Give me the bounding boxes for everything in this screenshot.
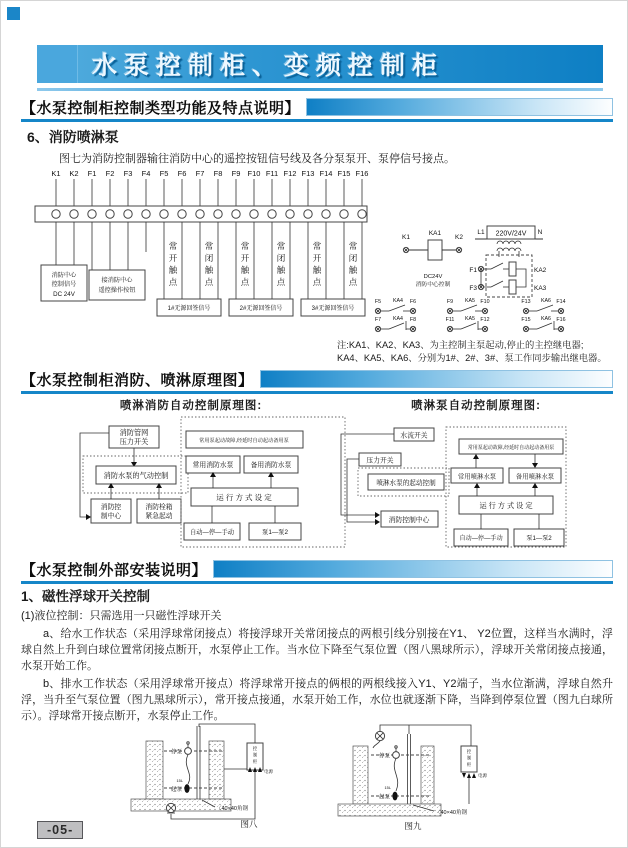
terminal-strip-diagram	[31, 167, 371, 339]
float-cable	[394, 759, 397, 792]
terminal-label: F14	[319, 169, 333, 178]
section6-intro: 图七为消防控制器输往消防中心的遥控按钮信号线及各分泵泵开、泵停信号接点。	[59, 153, 455, 165]
fault-note-label: 常用泵起动故障,经延时自动起动备用泵	[199, 438, 289, 444]
dc-signal-line2: 控制信号	[51, 281, 77, 288]
ka2-ka3-branches	[469, 255, 546, 297]
cabinet-char: 控	[252, 746, 258, 751]
start-pump-label: 起泵	[170, 787, 182, 793]
water-flow-switch-label: 水流开关	[400, 432, 428, 440]
f1-label: F1	[469, 267, 477, 274]
svg-text:F11: F11	[445, 317, 455, 323]
install-sub: (1)液位控制：只需选用一只磁性浮球开关	[21, 610, 222, 622]
cabinet-char: 制	[466, 755, 472, 761]
svg-text:KA4: KA4	[392, 298, 404, 304]
install-section	[21, 585, 613, 725]
install-title: 1、磁性浮球开关控制	[21, 589, 151, 604]
terminal-label: F2	[105, 169, 115, 178]
relay-circuit-diagram	[371, 223, 623, 337]
auto-stop-manual-label: 自动—停—手动	[459, 535, 503, 542]
n-label: N	[537, 229, 543, 236]
svg-text:常: 常	[348, 241, 358, 251]
svg-text:F14: F14	[556, 299, 566, 305]
backup-pump-label: 备用喷淋水泵	[515, 473, 555, 481]
white-float-ball	[393, 752, 400, 759]
remote-button-line2: 遥控操作按钮	[98, 287, 136, 294]
flow-diagram-sprinkler-pump	[333, 413, 628, 549]
section6-title: 6、消防喷淋泵	[27, 129, 119, 145]
start-pump-label: 起泵	[378, 794, 390, 801]
banner-lead-block	[37, 45, 78, 83]
svg-text:点: 点	[204, 277, 214, 287]
f3-label: F3	[469, 285, 477, 292]
svg-text:F5: F5	[374, 299, 382, 305]
plug-arrows	[462, 773, 476, 778]
svg-text:F15: F15	[521, 317, 531, 323]
pneumatic-control-label: 消防水泵的气动控制	[103, 471, 169, 480]
pipe-switch-line2: 压力开关	[119, 437, 149, 446]
ka3-label: KA3	[534, 285, 547, 292]
fault-note-label: 常用泵起动故障,经延时自动起动备用泵	[467, 445, 555, 451]
svg-text:开: 开	[168, 253, 178, 263]
volume-label: 15L	[384, 785, 391, 790]
output-contacts	[375, 298, 566, 332]
terminal-label: F1	[87, 169, 97, 178]
svg-text:F16: F16	[556, 317, 566, 323]
ka3-coil	[509, 280, 516, 294]
terminal-label: F13	[301, 169, 315, 178]
auto-stop-manual-label: 自动—停—手动	[189, 529, 235, 536]
fire-center-line2: 制中心	[100, 513, 122, 520]
ka2-coil	[509, 262, 516, 276]
fire-center-label: 消防控制中心	[388, 517, 430, 524]
white-float-ball	[185, 748, 192, 755]
terminal-wires-upper	[56, 179, 362, 209]
transformer	[475, 226, 543, 257]
terminal-label: F11	[265, 169, 279, 178]
angle-steel-label: 〈40×40角钢	[216, 806, 248, 812]
flow-diagram-sprinkler-fire	[29, 413, 347, 549]
terminal-label: F7	[195, 169, 205, 178]
svg-text:F7: F7	[374, 317, 382, 323]
circuit-note-line2: KA4、KA5、KA6、分别为1#、2#、3#、泵工作同步输出继电器。	[337, 352, 607, 363]
terminal-label: F6	[177, 169, 187, 178]
svg-text:触: 触	[204, 265, 214, 275]
answer-signal-label-1: 1#无源回签信号	[167, 306, 211, 312]
black-float-ball	[392, 792, 397, 801]
dc-label: DC24V	[423, 274, 443, 280]
page-banner	[37, 45, 603, 83]
l1-label: L1	[477, 229, 485, 236]
svg-text:F12: F12	[480, 317, 490, 323]
svg-text:F8: F8	[409, 317, 417, 323]
svg-text:F10: F10	[480, 299, 490, 305]
dc-signal-line1: 消防中心	[51, 272, 77, 279]
svg-text:KA6: KA6	[540, 298, 552, 304]
ka1-label: KA1	[428, 230, 442, 237]
svg-text:常: 常	[240, 241, 250, 251]
banner-underline	[37, 88, 603, 91]
terminal-label: F15	[337, 169, 351, 178]
transformer-label: 220V/24V	[495, 230, 527, 238]
pump1-pump2-label: 泵1—泵2	[262, 529, 288, 536]
stop-pump-label: 停泵	[378, 753, 390, 760]
flow-left-title: 喷淋消防自动控制原理图:	[119, 400, 263, 412]
answer-signal-label-3: 3#无源回签信号	[311, 306, 355, 312]
terminal-label: F12	[283, 169, 297, 178]
svg-text:点: 点	[312, 277, 322, 287]
circuit-note	[337, 339, 628, 364]
terminal-label: F9	[231, 169, 241, 178]
heading-2-gradient-bar	[260, 370, 613, 388]
pump-symbol	[166, 803, 175, 813]
svg-text:KA6: KA6	[540, 316, 552, 322]
main-pump-label: 常用喷淋水泵	[457, 473, 497, 481]
terminal-label: K2	[69, 169, 79, 178]
svg-text:KA5: KA5	[464, 298, 476, 304]
power-label: 电源	[264, 769, 273, 774]
svg-text:触: 触	[168, 265, 178, 275]
figure-8-water-supply	[119, 723, 331, 833]
svg-text:触: 触	[240, 265, 250, 275]
svg-text:常: 常	[276, 241, 286, 251]
install-para-b: b、排水工作状态（采用浮球常开接点）将浮球常开接点的俩根的两根线接入Y1、Y2端子，当水位渐满，浮球自然升浮，当升至气泵位置（图九黑球所示），常开接点接通，水泵开始工作，水位也就逐渐下降，当降到停泵位置（图九白球所示）。浮球常开接点断开，水泵停止工作。	[21, 677, 613, 722]
float-pole	[408, 734, 411, 804]
well-floor	[338, 804, 441, 816]
heading-3-text: 【水泵控制外部安装说明】	[21, 561, 208, 579]
answer-signal-label-2: 2#无源回签信号	[239, 306, 283, 312]
corner-square	[7, 7, 20, 20]
pipe-switch-line1: 消防管网	[119, 428, 149, 437]
circuit-note-line1: 注:KA1、KA2、KA3、为主控制主泵起动,停止的主控继电器;	[337, 340, 584, 350]
cabinet-char: 柜	[252, 759, 258, 764]
stop-pump-label: 停泵	[170, 749, 182, 756]
pump-symbol	[373, 731, 385, 748]
svg-text:闭: 闭	[204, 253, 214, 263]
dc-sub-label: 消防中心控制	[415, 282, 451, 288]
svg-text:KA4: KA4	[392, 316, 404, 322]
svg-text:KA5: KA5	[464, 316, 476, 322]
ka2-label: KA2	[534, 267, 547, 274]
signal-wire	[199, 724, 255, 743]
float-cable	[186, 755, 189, 785]
svg-text:F9: F9	[446, 299, 454, 305]
run-mode-label: 运 行 方 式 设 定	[479, 501, 533, 510]
figure-9-caption: 图九	[404, 821, 422, 831]
hydrant-line2: 紧急起动	[145, 513, 173, 520]
terminal-label: F5	[159, 169, 169, 178]
svg-text:触: 触	[276, 265, 286, 275]
svg-text:F13: F13	[521, 299, 531, 305]
install-para-a: a、给水工作状态（采用浮球常闭接点）将接浮球开关常闭接点的两根引线分别接在Y1、 Y2位置，这样当水满时，浮球自然上升到白球位置常闭接点断开，水泵停止工作。当水位下降至气泵位置（图八黑球所示），浮球开关常闭接点接通，水泵开始工作。	[21, 627, 613, 672]
flow-right-title: 喷淋泵自动控制原理图:	[411, 400, 541, 412]
svg-text:常: 常	[168, 241, 178, 251]
heading-2-text: 【水泵控制柜消防、喷淋原理图】	[21, 371, 254, 389]
terminal-labels	[51, 169, 368, 178]
well-wall-right	[209, 741, 224, 799]
terminal-label: F10	[247, 169, 261, 178]
svg-text:常: 常	[312, 241, 322, 251]
svg-text:开: 开	[240, 253, 250, 263]
pump1-pump2-label: 泵1—泵2	[526, 535, 552, 542]
signal-wire	[380, 725, 471, 746]
start-control-label: 喷淋水泵的起动控制	[376, 480, 436, 487]
power-label: 电源	[478, 773, 487, 778]
hydrant-line1: 消防栓箱	[145, 504, 173, 511]
main-pump-label: 常用消防水泵	[192, 462, 234, 469]
well-wall-left	[353, 746, 368, 804]
section-heading-1	[21, 95, 613, 122]
heading-3-gradient-bar	[213, 560, 613, 578]
section-heading-3	[21, 557, 613, 584]
svg-text:开: 开	[312, 253, 322, 263]
svg-text:点: 点	[168, 277, 178, 287]
fire-center-line1: 消防控	[100, 504, 122, 511]
banner-title: 水泵控制柜、变频控制柜	[92, 52, 445, 80]
plug-arrows	[248, 767, 262, 772]
angle-steel-label: 〈40×40角钢	[435, 810, 467, 816]
heading-1-text: 【水泵控制柜控制类型功能及特点说明】	[21, 99, 301, 117]
section-heading-2	[21, 367, 613, 394]
svg-text:点: 点	[348, 277, 358, 287]
svg-text:闭: 闭	[348, 253, 358, 263]
heading-1-gradient-bar	[306, 98, 613, 116]
svg-text:触: 触	[312, 265, 322, 275]
figure-8-caption: 图八	[240, 819, 258, 829]
pressure-switch-label: 压力开关	[366, 457, 394, 465]
svg-text:点: 点	[276, 277, 286, 287]
contact-type-columns	[169, 241, 358, 287]
terminal-label: F16	[355, 169, 369, 178]
svg-text:常: 常	[204, 241, 214, 251]
terminal-label: F8	[213, 169, 223, 178]
volume-label: 15L	[176, 778, 183, 783]
well-wall-left	[146, 741, 163, 799]
remote-button-line1: 接消防中心	[101, 277, 133, 284]
run-mode-label: 运 行 方 式 设 定	[216, 493, 272, 502]
cabinet-char: 制	[252, 752, 258, 758]
backup-pump-label: 备用消防水泵	[250, 462, 292, 469]
remote-button-box	[89, 270, 145, 300]
dc-signal-line3: DC 24V	[53, 291, 75, 298]
terminal-label: F4	[141, 169, 151, 178]
k2-label: K2	[455, 234, 463, 241]
k1-label: K1	[402, 234, 410, 241]
svg-text:点: 点	[240, 277, 250, 287]
ka1-coil	[428, 240, 442, 260]
terminal-label: F3	[123, 169, 133, 178]
svg-text:闭: 闭	[276, 253, 286, 263]
svg-text:F6: F6	[409, 299, 417, 305]
page-number: -05-	[37, 821, 83, 839]
figure-9-drainage	[329, 719, 541, 833]
cabinet-char: 控	[466, 749, 472, 754]
svg-text:触: 触	[348, 265, 358, 275]
black-float-ball	[184, 784, 189, 793]
cabinet-char: 柜	[466, 762, 472, 767]
ka1-branch	[402, 230, 463, 288]
terminal-label: K1	[51, 169, 61, 178]
